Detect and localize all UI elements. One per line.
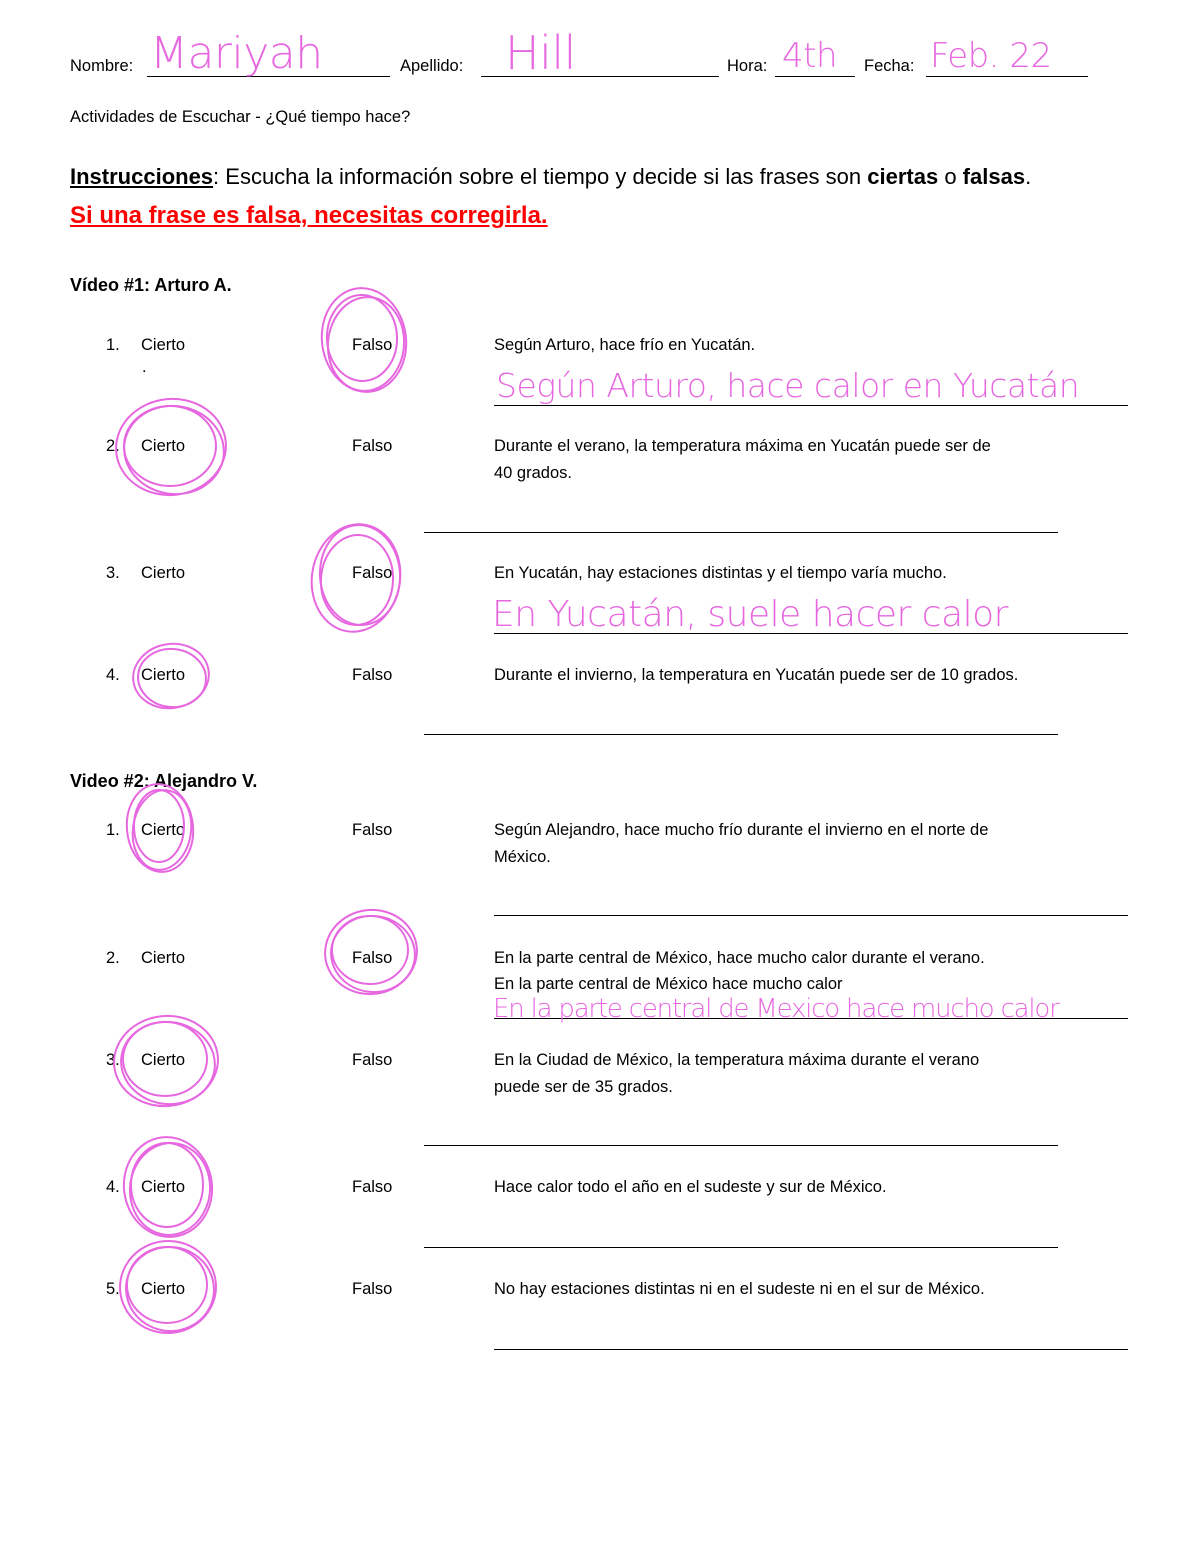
option-cierto[interactable]: Cierto: [141, 666, 186, 684]
option-falso[interactable]: Falso: [352, 666, 393, 684]
item-number: 2.: [106, 437, 120, 455]
statement: Durante el invierno, la temperatura en Yucatán puede ser de 10 grados.: [494, 666, 1019, 684]
correction-line[interactable]: [494, 1349, 1128, 1350]
item-number: 3.: [106, 1051, 120, 1069]
option-cierto[interactable]: Cierto: [141, 1280, 186, 1298]
statement: En Yucatán, hay estaciones distintas y el tiempo varía mucho.: [494, 564, 947, 582]
correction-line[interactable]: [424, 1145, 1058, 1146]
statement: En la parte central de México, hace mucho calor durante el verano.: [494, 949, 985, 967]
option-cierto[interactable]: Cierto: [141, 437, 186, 455]
fecha-label: Fecha:: [864, 57, 915, 75]
option-cierto[interactable]: Cierto: [141, 821, 186, 839]
item-number: 4.: [106, 666, 120, 684]
correction-handwriting: Según Arturo, hace calor en Yucatán: [496, 366, 1080, 405]
statement-line2: En la parte central de México hace mucho calor: [494, 975, 843, 993]
statement: Según Arturo, hace frío en Yucatán.: [494, 336, 756, 354]
statement: En la Ciudad de México, la temperatura máxima durante el verano: [494, 1051, 980, 1069]
video2-title: Video #2: Alejandro V.: [70, 771, 258, 791]
stray-dot: .: [142, 358, 147, 376]
item-number: 5.: [106, 1280, 120, 1298]
option-falso[interactable]: Falso: [352, 1051, 393, 1069]
apellido-handwriting: Hill: [505, 26, 576, 80]
correction-line[interactable]: [424, 734, 1058, 735]
correction-handwriting: En la parte central de Mexico hace mucho calor: [493, 994, 1059, 1024]
instructions-label: Instrucciones: [70, 164, 214, 189]
statement: No hay estaciones distintas ni en el sudeste ni en el sur de México.: [494, 1280, 985, 1298]
correction-handwriting: En Yucatán, suele hacer calor: [492, 594, 1008, 635]
option-cierto[interactable]: Cierto: [141, 949, 186, 967]
item-number: 4.: [106, 1178, 120, 1196]
option-cierto[interactable]: Cierto: [141, 1051, 186, 1069]
option-cierto[interactable]: Cierto: [141, 336, 186, 354]
item-number: 1.: [106, 821, 120, 839]
video1-title: Vídeo #1: Arturo A.: [70, 275, 232, 295]
statement-line2: puede ser de 35 grados.: [494, 1078, 673, 1096]
option-falso[interactable]: Falso: [352, 336, 393, 354]
fecha-handwriting: Feb. 22: [930, 36, 1052, 76]
statement: Hace calor todo el año en el sudeste y sur de México.: [494, 1178, 887, 1196]
hora-field[interactable]: [775, 76, 855, 77]
instructions-text: : Escucha la información sobre el tiempo y decide si las frases son: [213, 164, 868, 189]
statement-line2: 40 grados.: [494, 464, 572, 482]
correction-line[interactable]: [494, 915, 1128, 916]
item-number: 2.: [106, 949, 120, 967]
statement-line2: México.: [494, 848, 551, 866]
worksheet-subtitle: Actividades de Escuchar - ¿Qué tiempo hace?: [70, 108, 411, 126]
option-cierto[interactable]: Cierto: [141, 564, 186, 582]
word-ciertas: ciertas: [867, 164, 939, 189]
correction-line[interactable]: [494, 405, 1128, 406]
option-falso[interactable]: Falso: [352, 949, 393, 967]
correction-line[interactable]: [424, 1247, 1058, 1248]
instructions-period: .: [1025, 164, 1032, 189]
word-falsas: falsas: [962, 164, 1026, 189]
nombre-handwriting: Mariyah: [150, 28, 323, 79]
option-falso[interactable]: Falso: [352, 1280, 393, 1298]
option-falso[interactable]: Falso: [352, 1178, 393, 1196]
item-number: 1.: [106, 336, 120, 354]
item-number: 3.: [106, 564, 120, 582]
hora-label: Hora:: [727, 57, 768, 75]
option-falso[interactable]: Falso: [352, 821, 393, 839]
option-falso[interactable]: Falso: [352, 564, 393, 582]
option-falso[interactable]: Falso: [352, 437, 393, 455]
hora-handwriting: 4th: [782, 36, 838, 76]
instructions: [70, 164, 1031, 190]
statement: Durante el verano, la temperatura máxima en Yucatán puede ser de: [494, 437, 991, 455]
fecha-field[interactable]: [926, 76, 1088, 77]
option-cierto[interactable]: Cierto: [141, 1178, 186, 1196]
apellido-label: Apellido:: [400, 57, 464, 75]
word-o: o: [938, 164, 963, 189]
correction-line[interactable]: [424, 532, 1058, 533]
nombre-label: Nombre:: [70, 57, 134, 75]
warning-text: Si una frase es falsa, necesitas corregirla.: [70, 202, 548, 229]
statement: Según Alejandro, hace mucho frío durante el invierno en el norte de: [494, 821, 989, 839]
